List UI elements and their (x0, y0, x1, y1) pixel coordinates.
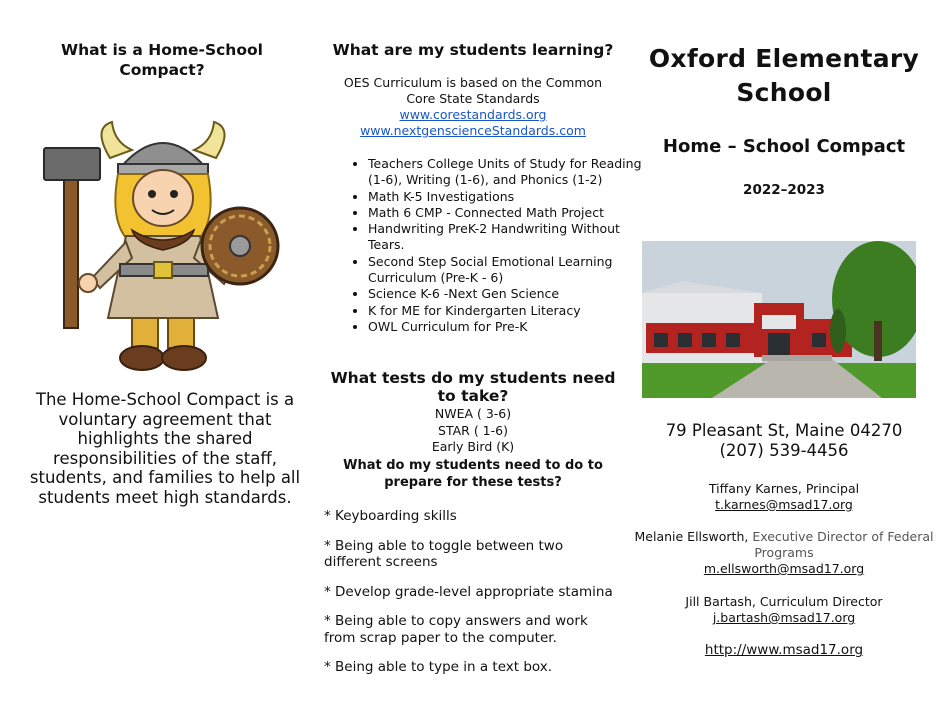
test-item: STAR ( 1-6) (438, 422, 508, 438)
intro-line-1: OES Curriculum is based on the Common (343, 75, 603, 90)
curriculum-intro (320, 75, 626, 139)
test-item: NWEA ( 3-6) (434, 406, 512, 421)
contact-name: Melanie Ellsworth, (634, 529, 753, 544)
school-name-line-2: School (736, 78, 832, 107)
list-item: • OWL Curriculum for Pre-K (368, 319, 658, 335)
prep-heading: What do my students need to do to prepare for these tests? (343, 458, 603, 490)
list-item: • Science K-6 -Next Gen Science (368, 286, 658, 302)
school-year: 2022–2023 (743, 182, 825, 198)
list-item: • Teachers College Units of Study for Reading (1-6), Writing (1-6), and Phonics (1-2) (368, 156, 658, 189)
tests-heading: What tests do my students need to take? (330, 369, 616, 405)
list-item: • Math 6 CMP - Connected Math Project (368, 205, 658, 221)
panel-home-school-compact (0, 0, 320, 724)
list-item: • Handwriting PreK-2 Handwriting Without Tears. (368, 221, 658, 254)
contact-email[interactable]: m.ellsworth@msad17.org (703, 561, 865, 576)
prep-item: * Being able to type in a text box. (324, 659, 553, 675)
contact-curriculum (626, 594, 942, 626)
prep-item: * Being able to toggle between two different screens (324, 537, 564, 570)
panel1-heading: What is a Home-School Compact? (61, 41, 263, 79)
prep-list (324, 508, 614, 689)
panel-school-info (626, 0, 942, 724)
district-website-link[interactable]: http://www.msad17.org (704, 642, 864, 658)
contact-role: Executive Director of Federal Programs (752, 529, 934, 560)
list-item: • K for ME for Kindergarten Literacy (368, 303, 658, 319)
street-address: 79 Pleasant St, Maine 04270 (665, 421, 903, 440)
compact-description: The Home-School Compact is a voluntary agreement that highlights the shared responsibilities of the staff, students, and families to help all students meet high standards. (29, 390, 301, 507)
contact-email[interactable]: j.bartash@msad17.org (712, 610, 856, 625)
intro-line-2: Core State Standards (406, 91, 540, 106)
list-item: • Second Step Social Emotional Learning Curriculum (Pre-K - 6) (368, 254, 658, 287)
prep-item: * Keyboarding skills (324, 508, 457, 524)
panel2-heading: What are my students learning? (332, 41, 614, 59)
corestandards-link[interactable]: www.corestandards.org (399, 107, 547, 122)
compact-title: Home – School Compact (662, 136, 906, 157)
tests-list (320, 406, 626, 456)
prep-item: * Develop grade-level appropriate stamina (324, 583, 613, 600)
contact-name: Tiffany Karnes, Principal (708, 481, 860, 496)
contact-federal-programs (626, 529, 942, 577)
curriculum-list (340, 156, 658, 335)
contact-principal (626, 481, 942, 513)
school-name-line-1: Oxford Elementary (648, 44, 920, 73)
contact-email[interactable]: t.karnes@msad17.org (715, 497, 853, 512)
nextgen-science-link[interactable]: www.nextgenscienceStandards.com (360, 123, 586, 138)
contact-name: Jill Bartash, Curriculum Director (685, 594, 883, 609)
test-item: Early Bird (K) (431, 439, 515, 454)
phone-number: (207) 539-4456 (719, 441, 849, 460)
school-building-photo (642, 241, 916, 398)
school-address (626, 421, 942, 461)
school-name (626, 42, 942, 110)
panel-curriculum (320, 0, 642, 724)
viking-mascot-illustration (40, 118, 280, 383)
prep-item: * Being able to copy answers and work from scrap paper to the computer. (324, 613, 588, 646)
list-item: • Math K-5 Investigations (368, 189, 658, 205)
